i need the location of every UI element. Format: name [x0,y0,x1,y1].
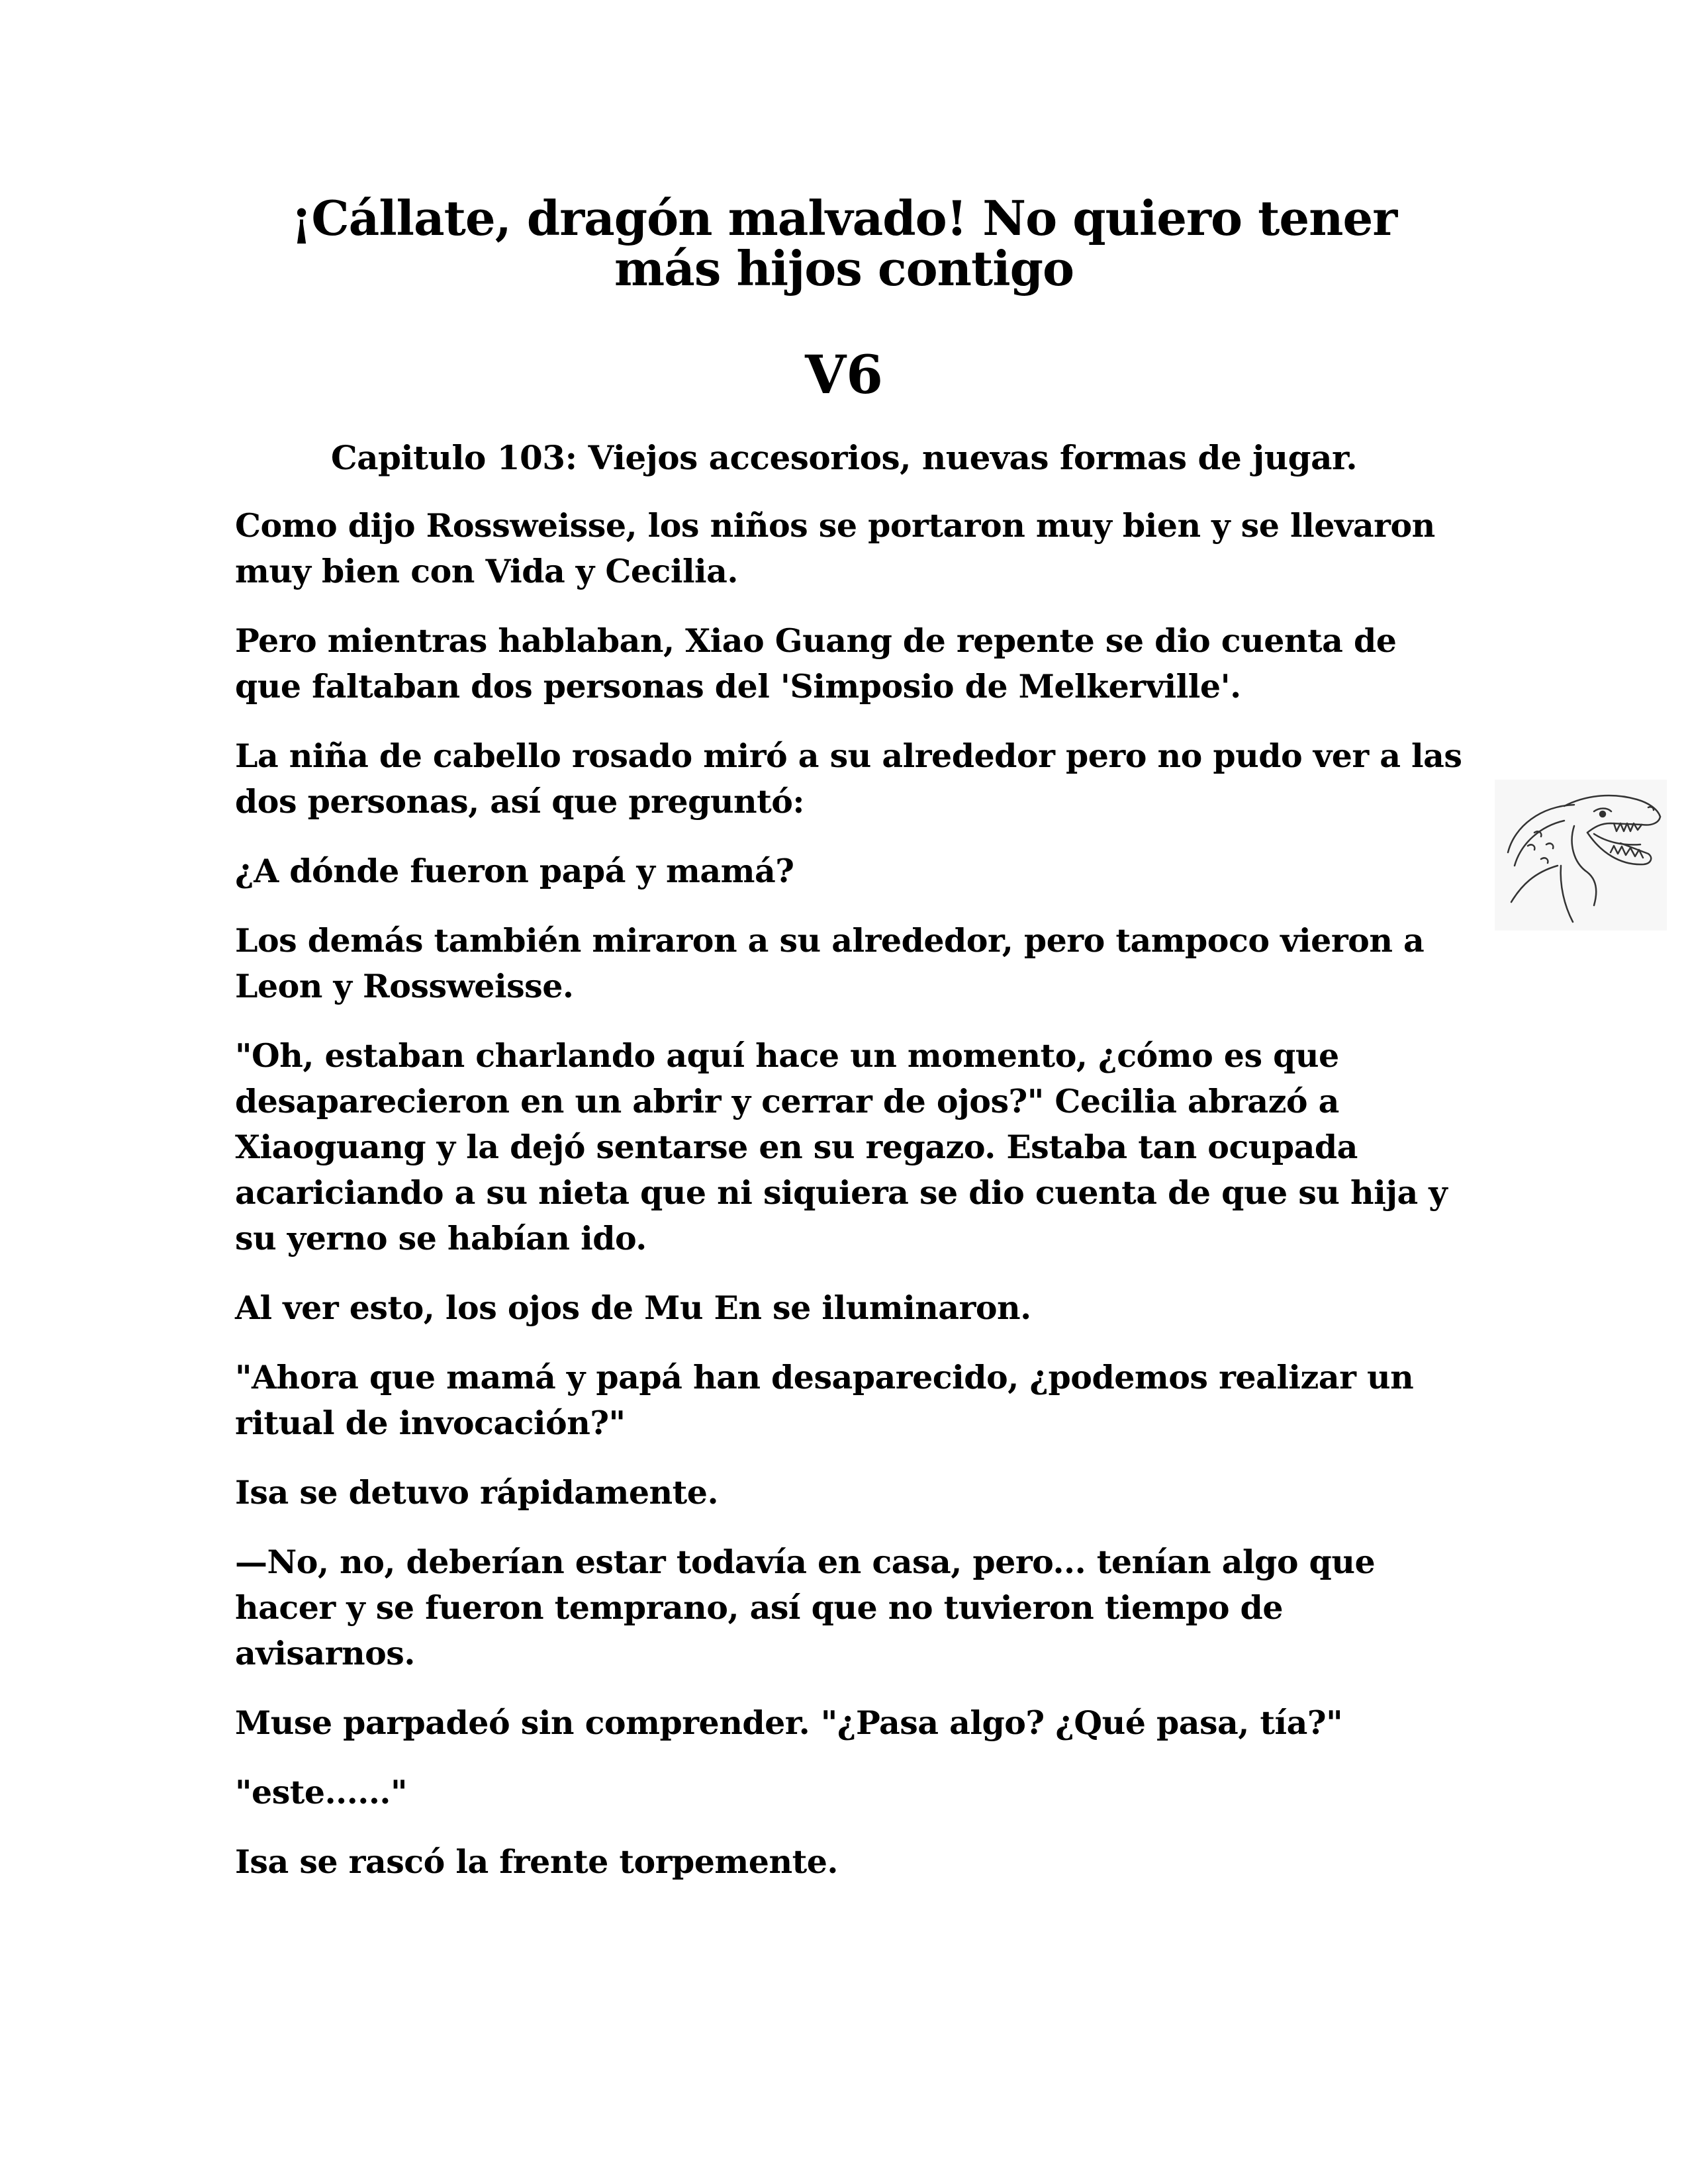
paragraph: "este......" [235,1773,407,1811]
chapter-heading: Capitulo 103: Viejos accesorios, nuevas formas de jugar. [330,438,1358,477]
dragon-head-sketch-icon [1495,780,1667,931]
paragraph: Pero mientras hablaban, Xiao Guang de repente se dio cuenta de que faltaban dos personas del 'Simposio de Melkerville'. [235,621,1397,705]
paragraph: ¿A dónde fueron papá y mamá? [235,852,794,890]
document-title [199,190,1489,296]
paragraph: —No, no, deberían estar todavía en casa, pero... tenían algo que hacer y se fueron temprano, así que no tuvieron tiempo de avisarnos. [235,1543,1376,1672]
paragraph: Isa se rascó la frente torpemente. [235,1843,838,1881]
paragraph: "Oh, estaban charlando aquí hace un momento, ¿cómo es que desaparecieron en un abrir y cerrar de ojos?" Cecilia abrazó a Xiaoguang y la dejó sentarse en su regazo. Estaba tan ocupada acariciando a su nieta que ni siquiera se dio cuenta de que su hija y su yerno se habían ido. [235,1036,1448,1257]
paragraph: Muse parpadeó sin comprender. "¿Pasa algo? ¿Qué pasa, tía?" [235,1704,1343,1742]
paragraph: Isa se detuvo rápidamente. [235,1473,719,1512]
paragraph: La niña de cabello rosado miró a su alrededor pero no pudo ver a las dos personas, así que preguntó: [235,737,1462,821]
paragraph: Como dijo Rossweisse, los niños se portaron muy bien y se llevaron muy bien con Vida y Cecilia. [235,506,1435,590]
paragraph: "Ahora que mamá y papá han desaparecido, ¿podemos realizar un ritual de invocación?" [235,1358,1414,1442]
body-text [235,503,1473,1909]
paragraph: Al ver esto, los ojos de Mu En se iluminaron. [235,1289,1031,1327]
title-line-2: más hijos contigo [614,240,1074,296]
paragraph: Los demás también miraron a su alrededor, pero tampoco vieron a Leon y Rossweisse. [235,921,1425,1005]
volume-label: V6 [805,343,883,406]
title-line-1: ¡Cállate, dragón malvado! No quiero tener [291,190,1397,246]
